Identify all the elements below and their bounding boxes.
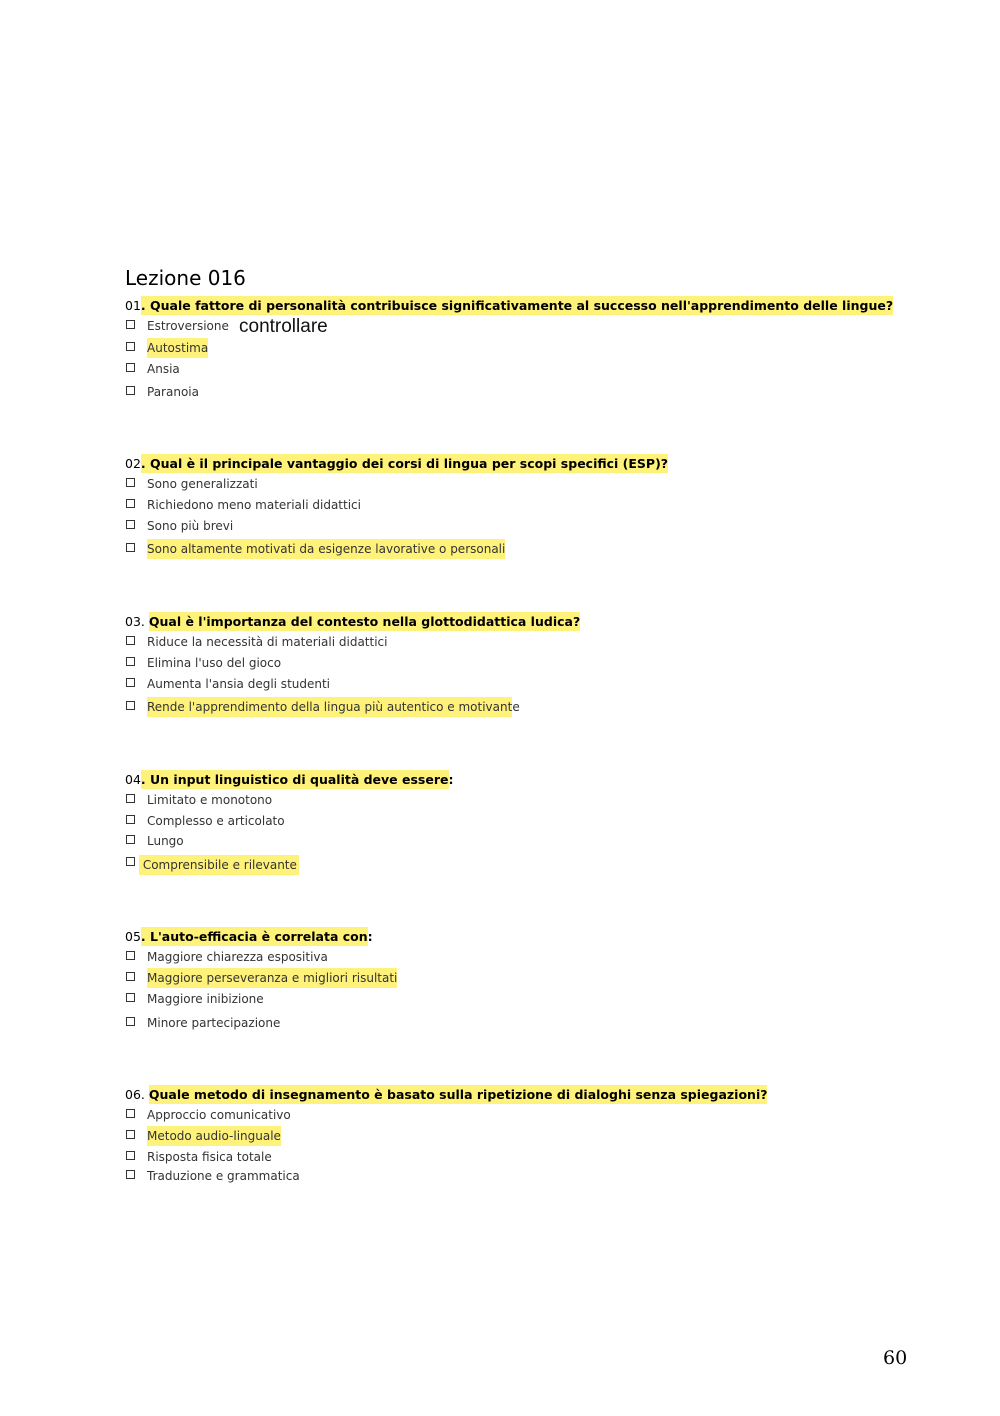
option-text: Elimina l'uso del gioco bbox=[147, 656, 282, 670]
checkbox-icon[interactable] bbox=[126, 794, 135, 803]
question-text: Quale metodo di insegnamento è basato sulla ripetizione di dialoghi senza spiegazioni? bbox=[148, 1087, 768, 1102]
question-number: 06. bbox=[125, 1087, 149, 1102]
checkbox-icon[interactable] bbox=[126, 320, 135, 329]
checkbox-icon[interactable] bbox=[126, 363, 135, 372]
option-4-3[interactable] bbox=[126, 834, 184, 848]
option-1-1[interactable] bbox=[126, 319, 229, 333]
question-text: . Un input linguistico di qualità deve essere bbox=[140, 772, 449, 787]
option-5-3[interactable] bbox=[126, 992, 264, 1006]
option-text: Paranoia bbox=[147, 385, 199, 399]
option-6-1[interactable] bbox=[126, 1108, 291, 1122]
checkbox-icon[interactable] bbox=[126, 993, 135, 1002]
option-3-4[interactable] bbox=[126, 700, 520, 714]
checkbox-icon[interactable] bbox=[126, 1109, 135, 1118]
checkbox-icon[interactable] bbox=[126, 499, 135, 508]
checkbox-icon[interactable] bbox=[126, 815, 135, 824]
question-2 bbox=[125, 456, 668, 471]
checkbox-icon[interactable] bbox=[126, 342, 135, 351]
option-1-2[interactable] bbox=[126, 341, 208, 355]
option-text-highlighted: Autostima bbox=[147, 338, 208, 358]
option-text: Riduce la necessità di materiali didattici bbox=[147, 635, 388, 649]
option-text: Sono generalizzati bbox=[147, 477, 258, 491]
option-text-highlighted: Metodo audio-linguale bbox=[147, 1126, 281, 1146]
option-text-highlighted: Rende l'apprendimento della lingua più autentico e motivant bbox=[147, 697, 512, 717]
checkbox-icon[interactable] bbox=[126, 657, 135, 666]
option-text: Aumenta l'ansia degli studenti bbox=[147, 677, 331, 691]
question-text: . Qual è il principale vantaggio dei corsi di lingua per scopi specifici (ESP)? bbox=[140, 456, 669, 471]
option-2-1[interactable] bbox=[126, 477, 258, 491]
option-5-4[interactable] bbox=[126, 1016, 280, 1030]
option-text: Lungo bbox=[147, 834, 184, 848]
option-text: Estroversione bbox=[147, 319, 229, 333]
question-number: 03. bbox=[125, 614, 149, 629]
option-2-2[interactable] bbox=[126, 498, 361, 512]
option-3-3[interactable] bbox=[126, 677, 330, 691]
option-6-3[interactable] bbox=[126, 1150, 272, 1164]
option-4-2[interactable] bbox=[126, 814, 285, 828]
option-text: Ansia bbox=[147, 362, 180, 376]
question-4 bbox=[125, 772, 454, 787]
question-tail: : bbox=[448, 772, 454, 787]
question-number: 05 bbox=[125, 929, 141, 944]
question-number: 04 bbox=[125, 772, 141, 787]
option-text: Maggiore inibizione bbox=[147, 992, 264, 1006]
checkbox-icon[interactable] bbox=[126, 1130, 135, 1139]
option-text: Maggiore chiarezza espositiva bbox=[147, 950, 328, 964]
option-text-highlighted: Sono altamente motivati da esigenze lavorative o personali bbox=[147, 539, 505, 559]
question-6 bbox=[125, 1087, 767, 1102]
option-3-2[interactable] bbox=[126, 656, 281, 670]
option-2-4[interactable] bbox=[126, 542, 505, 556]
option-text: Complesso e articolato bbox=[147, 814, 285, 828]
option-text: Approccio comunicativo bbox=[147, 1108, 291, 1122]
option-text: Richiedono meno materiali didattici bbox=[147, 498, 361, 512]
option-text-tail: e bbox=[512, 700, 520, 714]
option-5-1[interactable] bbox=[126, 950, 328, 964]
checkbox-icon[interactable] bbox=[126, 520, 135, 529]
page-number: 60 bbox=[883, 1347, 908, 1369]
question-text: . L'auto-efficacia è correlata con bbox=[140, 929, 368, 944]
option-6-4[interactable] bbox=[126, 1169, 300, 1183]
question-1 bbox=[125, 298, 893, 313]
question-tail: : bbox=[367, 929, 373, 944]
question-text: Qual è l'importanza del contesto nella glottodidattica ludica? bbox=[148, 614, 581, 629]
option-4-1[interactable] bbox=[126, 793, 272, 807]
option-text-highlighted: Maggiore perseveranza e migliori risultati bbox=[147, 968, 397, 988]
question-number: 02 bbox=[125, 456, 141, 471]
checkbox-icon[interactable] bbox=[126, 1151, 135, 1160]
lesson-title: Lezione 016 bbox=[125, 266, 246, 290]
option-text: Minore partecipazione bbox=[147, 1016, 281, 1030]
checkbox-icon[interactable] bbox=[126, 386, 135, 395]
option-text: Sono più brevi bbox=[147, 519, 234, 533]
option-text: Traduzione e grammatica bbox=[147, 1169, 300, 1183]
option-text: Risposta fisica totale bbox=[147, 1150, 272, 1164]
checkbox-icon[interactable] bbox=[126, 1017, 135, 1026]
option-text-highlighted: Comprensibile e rilevante bbox=[139, 855, 299, 875]
option-3-1[interactable] bbox=[126, 635, 387, 649]
checkbox-icon[interactable] bbox=[126, 972, 135, 981]
checkbox-icon[interactable] bbox=[126, 857, 135, 866]
checkbox-icon[interactable] bbox=[126, 678, 135, 687]
option-5-2[interactable] bbox=[126, 971, 397, 985]
question-3 bbox=[125, 614, 580, 629]
option-text: Limitato e monotono bbox=[147, 793, 273, 807]
question-number: 01 bbox=[125, 298, 141, 313]
checkbox-icon[interactable] bbox=[126, 835, 135, 844]
option-6-2[interactable] bbox=[126, 1129, 281, 1143]
question-5 bbox=[125, 929, 373, 944]
option-1-4[interactable] bbox=[126, 385, 199, 399]
checkbox-icon[interactable] bbox=[126, 543, 135, 552]
checkbox-icon[interactable] bbox=[126, 478, 135, 487]
option-1-3[interactable] bbox=[126, 362, 180, 376]
option-2-3[interactable] bbox=[126, 519, 233, 533]
checkbox-icon[interactable] bbox=[126, 701, 135, 710]
question-text: . Quale fattore di personalità contribuisce significativamente al successo nell'apprendimento delle lingue? bbox=[140, 298, 894, 313]
handwritten-note: controllare bbox=[239, 316, 328, 337]
option-4-4[interactable] bbox=[126, 857, 299, 872]
checkbox-icon[interactable] bbox=[126, 1170, 135, 1179]
checkbox-icon[interactable] bbox=[126, 636, 135, 645]
checkbox-icon[interactable] bbox=[126, 951, 135, 960]
